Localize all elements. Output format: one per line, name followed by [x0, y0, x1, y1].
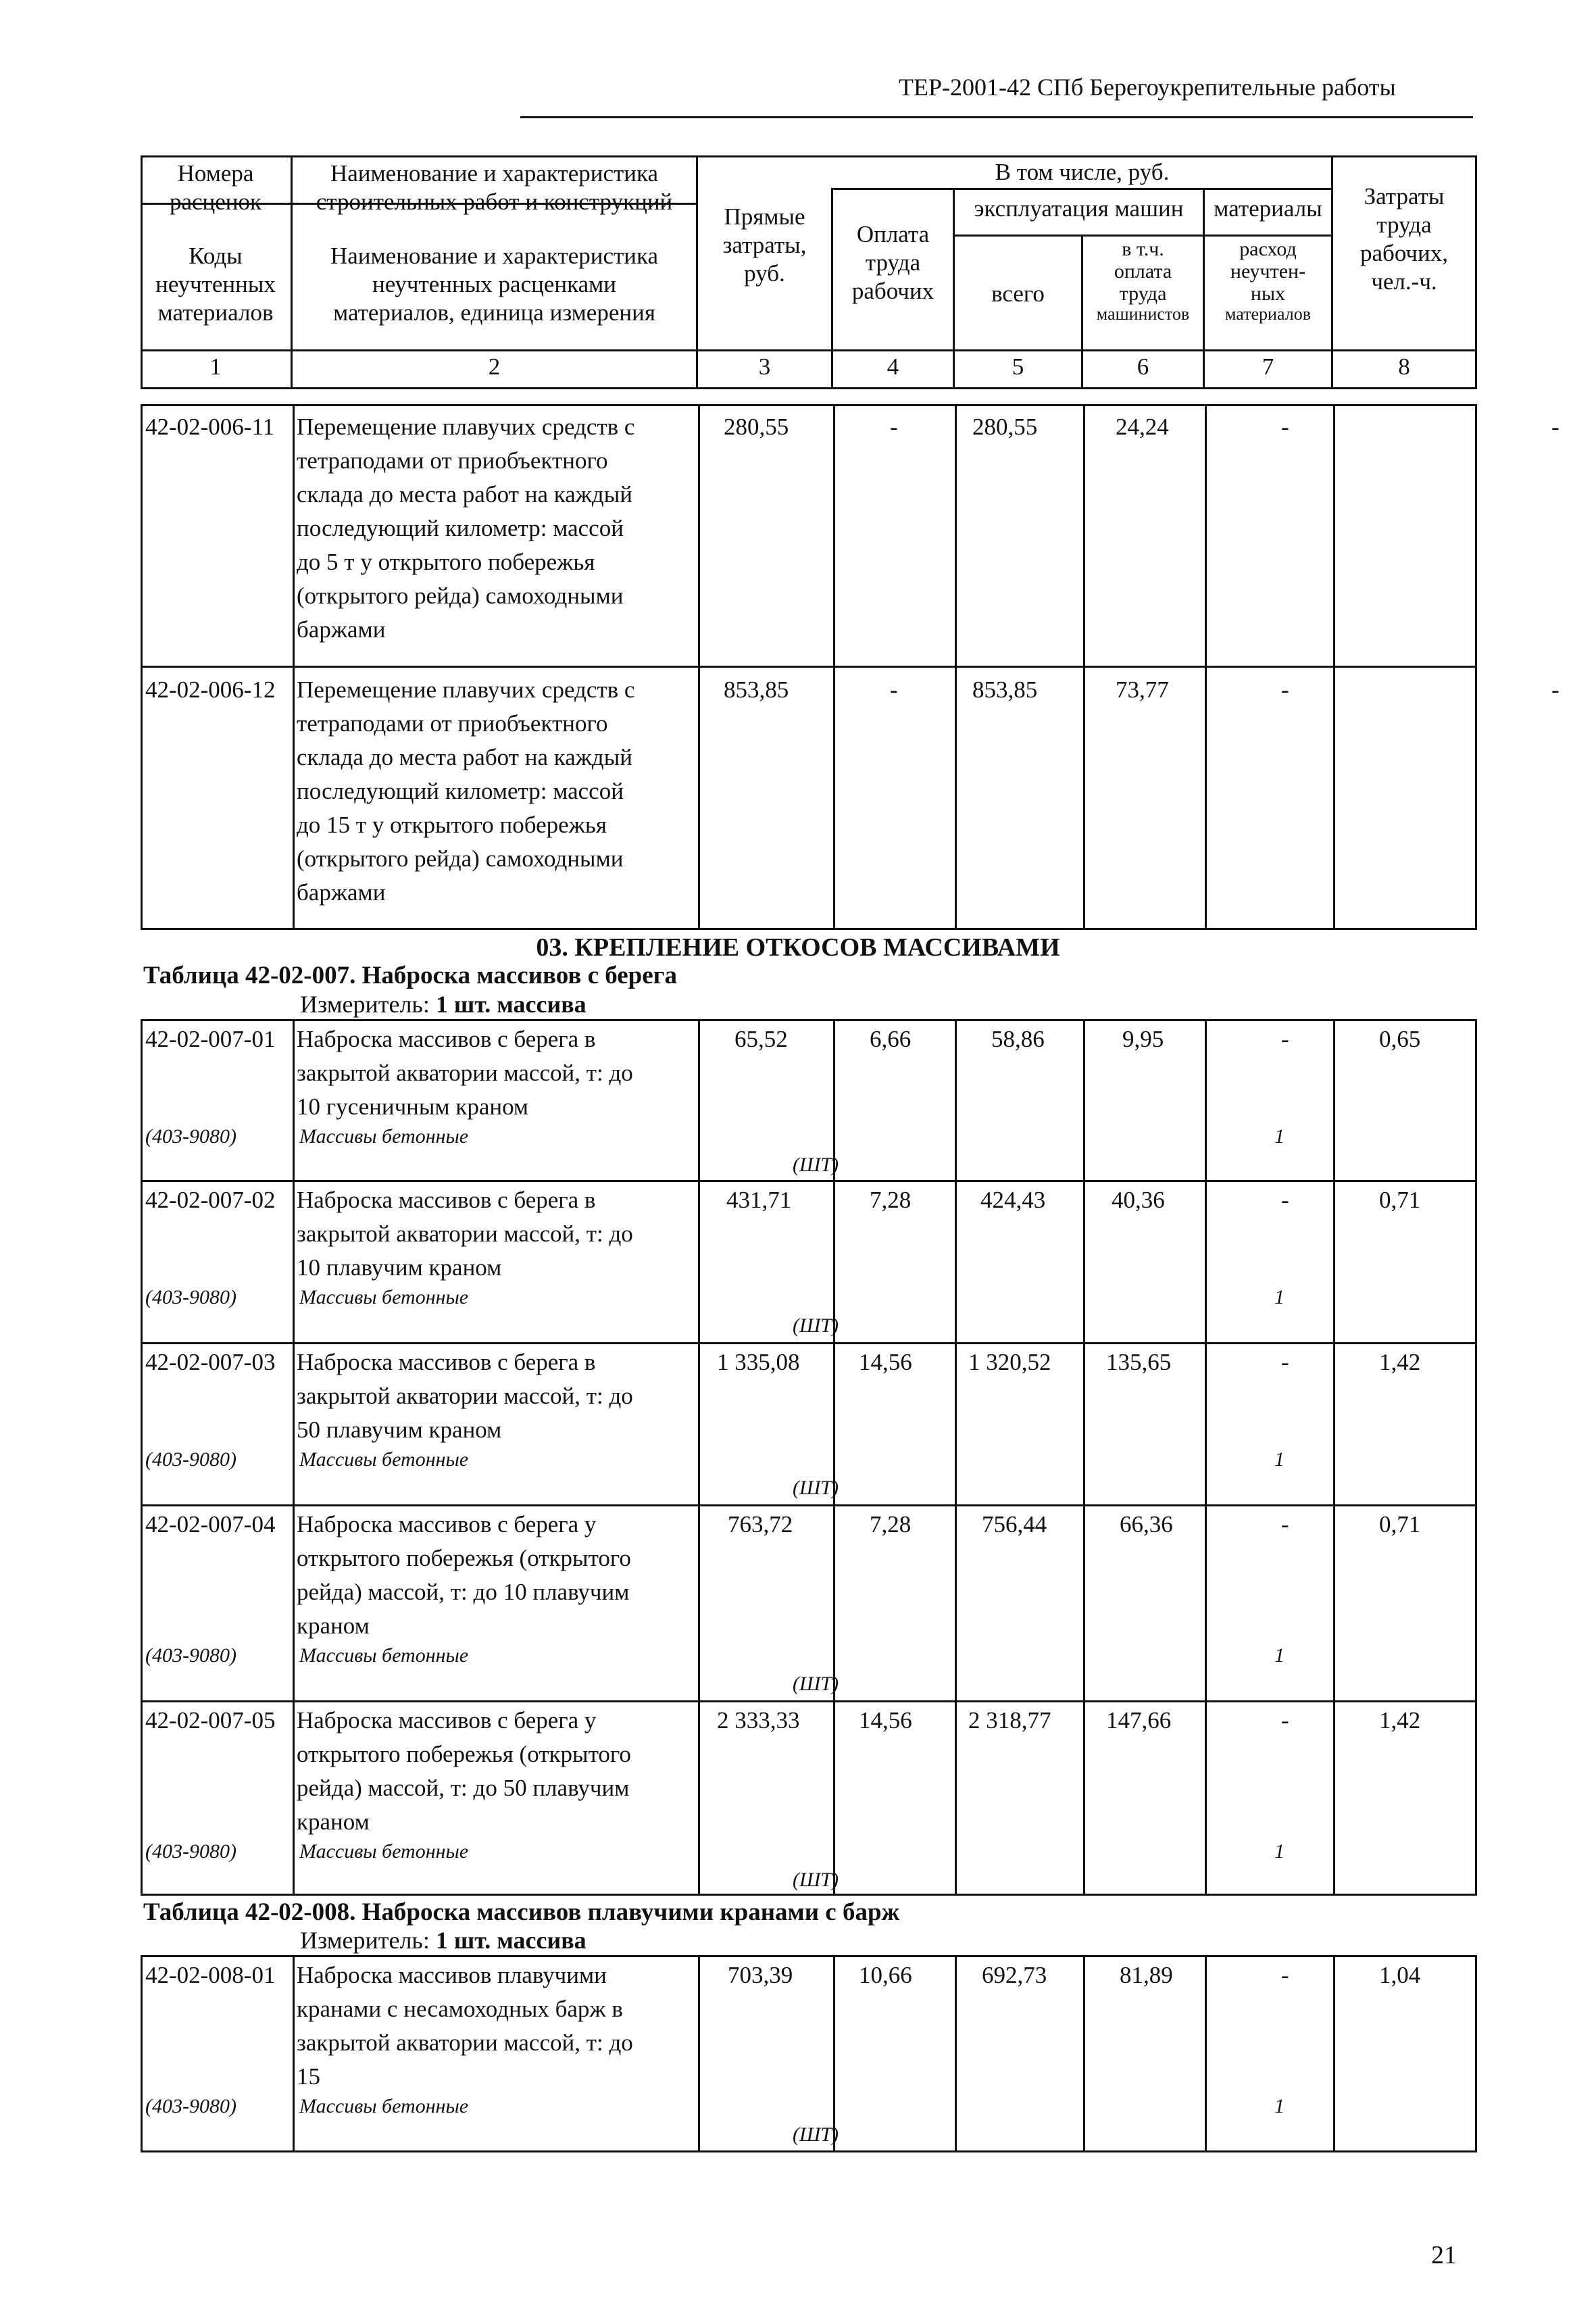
work-description: Наброска массивов с берега у открытого побережья (открытого рейда) массой, т: до 10 плавучим краном [297, 1511, 631, 1639]
header-col6: в т.ч. оплата труда машинистов [1096, 238, 1190, 324]
machines-total: 280,55 [972, 414, 1038, 440]
table-row [143, 1702, 1475, 1898]
operators-pay: 73,77 [1116, 676, 1169, 703]
materials: - [1281, 1349, 1289, 1375]
running-head: ТЕР-2001-42 СПб Берегоукрепительные работы [899, 74, 1396, 101]
table-row [143, 1957, 1475, 2155]
section-title: 03. КРЕПЛЕНИЕ ОТКОСОВ МАССИВАМИ [536, 933, 1060, 962]
operators-pay: 81,89 [1120, 1962, 1173, 1988]
material-code: (403-9080) [145, 1840, 236, 1863]
materials: - [1281, 414, 1289, 440]
material-unit: (ШТ) [793, 1673, 839, 1695]
materials: - [1281, 1962, 1289, 1988]
rate-code: 42-02-007-05 [145, 1707, 276, 1733]
labor-hours: 0,71 [1379, 1511, 1421, 1537]
header-group-label: В том числе, руб. [995, 159, 1170, 185]
table-row [143, 1021, 1475, 1182]
header-rule [520, 116, 1473, 118]
unit-line-008: Измеритель: 1 шт. массива [300, 1927, 587, 1954]
machines-total: 58,86 [991, 1026, 1045, 1052]
labor-pay: 7,28 [870, 1511, 912, 1537]
material-qty: 1 [1274, 1286, 1285, 1308]
col-number-2: 2 [488, 353, 501, 380]
col-number-3: 3 [758, 353, 771, 380]
header-col7: расход неучтен- ных материалов [1225, 238, 1311, 324]
work-description: Наброска массивов с берега у открытого побережья (открытого рейда) массой, т: до 50 плавучим краном [297, 1707, 631, 1835]
machines-total: 756,44 [982, 1511, 1047, 1537]
rate-code: 42-02-007-02 [145, 1187, 276, 1213]
machines-total: 692,73 [982, 1962, 1047, 1988]
labor-pay: 10,66 [859, 1962, 912, 1988]
labor-pay: 14,56 [859, 1349, 912, 1375]
labor-pay: - [890, 676, 898, 703]
material-qty: 1 [1274, 2095, 1285, 2117]
header-col2-bottom: Наименование и характеристика неучтенных расценками материалов, единица измерения [330, 243, 659, 326]
machines-total: 1 320,52 [968, 1349, 1051, 1375]
material-qty: 1 [1274, 1125, 1285, 1148]
material-qty: 1 [1274, 1644, 1285, 1667]
work-description: Наброска массивов с берега в закрытой акватории массой, т: до 50 плавучим краном [297, 1349, 633, 1443]
header-col8: Затраты труда рабочих, чел.-ч. [1360, 183, 1449, 295]
material-name: Массивы бетонные [299, 1644, 469, 1667]
material-qty: 1 [1274, 1448, 1285, 1471]
operators-pay: 9,95 [1122, 1026, 1164, 1052]
labor-hours: - [1551, 676, 1560, 703]
table-row [143, 406, 1560, 668]
header-col5: всего [991, 280, 1045, 307]
materials: - [1281, 1707, 1289, 1733]
col-number-7: 7 [1262, 353, 1274, 380]
col-number-5: 5 [1012, 353, 1024, 380]
header-col4: Оплата труда рабочих [851, 221, 934, 304]
material-name: Массивы бетонные [299, 1840, 469, 1863]
materials: - [1281, 1511, 1289, 1537]
rate-code: 42-02-006-11 [145, 414, 275, 440]
direct-costs: 431,71 [726, 1187, 792, 1213]
direct-costs: 703,39 [728, 1962, 793, 1988]
operators-pay: 66,36 [1120, 1511, 1173, 1537]
header-machines-label: эксплуатация машин [974, 195, 1184, 222]
col-number-6: 6 [1137, 353, 1149, 380]
rate-code: 42-02-006-12 [145, 676, 276, 703]
work-description: Наброска массивов плавучими кранами с несамоходных барж в закрытой акватории массой, т: до 15 [297, 1962, 633, 2090]
col-number-8: 8 [1398, 353, 1410, 380]
materials: - [1281, 1187, 1289, 1213]
material-code: (403-9080) [145, 2095, 236, 2117]
rate-code: 42-02-007-01 [145, 1026, 276, 1052]
material-unit: (ШТ) [793, 1869, 839, 1891]
labor-hours: - [1551, 414, 1560, 440]
material-name: Массивы бетонные [299, 1125, 469, 1148]
table-row [143, 1506, 1475, 1702]
labor-hours: 1,42 [1379, 1707, 1421, 1733]
material-unit: (ШТ) [793, 1314, 839, 1337]
material-code: (403-9080) [145, 1286, 236, 1308]
column-header [141, 155, 1477, 389]
material-qty: 1 [1274, 1840, 1285, 1863]
material-name: Массивы бетонные [299, 2095, 469, 2117]
rate-code: 42-02-008-01 [145, 1962, 276, 1988]
labor-hours: 0,71 [1379, 1187, 1421, 1213]
operators-pay: 40,36 [1112, 1187, 1165, 1213]
materials: - [1281, 1026, 1289, 1052]
direct-costs: 1 335,08 [717, 1349, 800, 1375]
col-number-1: 1 [209, 353, 222, 380]
labor-pay: 14,56 [859, 1707, 912, 1733]
operators-pay: 135,65 [1106, 1349, 1172, 1375]
work-description: Перемещение плавучих средств с тетраподами от приобъектного склада до места работ на каждый последующий километр: массой до 5 т у открытого побережья (открытого рейда) самоходными баржами [297, 414, 635, 643]
page-number: 21 [1431, 2241, 1457, 2269]
table-006 [141, 404, 1560, 930]
header-col3: Прямые затраты, руб. [722, 203, 807, 287]
material-unit: (ШТ) [793, 1477, 839, 1499]
material-name: Массивы бетонные [299, 1286, 469, 1308]
labor-hours: 1,04 [1379, 1962, 1421, 1988]
direct-costs: 853,85 [724, 676, 789, 703]
operators-pay: 147,66 [1106, 1707, 1172, 1733]
material-unit: (ШТ) [793, 1154, 839, 1176]
direct-costs: 763,72 [728, 1511, 793, 1537]
operators-pay: 24,24 [1116, 414, 1169, 440]
labor-pay: 7,28 [870, 1187, 912, 1213]
machines-total: 2 318,77 [968, 1707, 1051, 1733]
table-007 [141, 1019, 1477, 1896]
material-unit: (ШТ) [793, 2123, 839, 2146]
table-title-008: Таблица 42-02-008. Наброска массивов плавучими кранами с барж [143, 1898, 900, 1926]
direct-costs: 2 333,33 [717, 1707, 800, 1733]
table-title-007: Таблица 42-02-007. Наброска массивов с берега [143, 962, 677, 989]
machines-total: 853,85 [972, 676, 1038, 703]
table-row [143, 1344, 1475, 1506]
header-col1-bottom: Коды неучтенных материалов [155, 243, 276, 326]
table-008 [141, 1955, 1477, 2152]
work-description: Наброска массивов с берега в закрытой акватории массой, т: до 10 плавучим краном [297, 1187, 633, 1281]
work-description: Перемещение плавучих средств с тетраподами от приобъектного склада до места работ на каждый последующий километр: массой до 15 т у открытого побережья (открытого рейда) самоходными баржами [297, 676, 635, 906]
table-row [143, 668, 1560, 932]
col-number-4: 4 [887, 353, 899, 380]
machines-total: 424,43 [980, 1187, 1046, 1213]
labor-hours: 1,42 [1379, 1349, 1421, 1375]
material-name: Массивы бетонные [299, 1448, 469, 1471]
work-description: Наброска массивов с берега в закрытой акватории массой, т: до 10 гусеничным краном [297, 1026, 633, 1120]
direct-costs: 280,55 [724, 414, 789, 440]
header-materials-label: материалы [1214, 195, 1322, 222]
material-code: (403-9080) [145, 1125, 236, 1148]
material-code: (403-9080) [145, 1448, 236, 1471]
unit-line-007: Измеритель: 1 шт. массива [300, 991, 587, 1018]
rate-code: 42-02-007-04 [145, 1511, 276, 1537]
header-col1-top: Номера расценок [169, 160, 262, 215]
materials: - [1281, 676, 1289, 703]
table-row [143, 1182, 1475, 1344]
labor-hours: 0,65 [1379, 1026, 1421, 1052]
header-col2-top: Наименование и характеристика строительных работ и конструкций [316, 160, 673, 215]
rate-code: 42-02-007-03 [145, 1349, 276, 1375]
labor-pay: - [890, 414, 898, 440]
labor-pay: 6,66 [870, 1026, 912, 1052]
direct-costs: 65,52 [734, 1026, 788, 1052]
material-code: (403-9080) [145, 1644, 236, 1667]
